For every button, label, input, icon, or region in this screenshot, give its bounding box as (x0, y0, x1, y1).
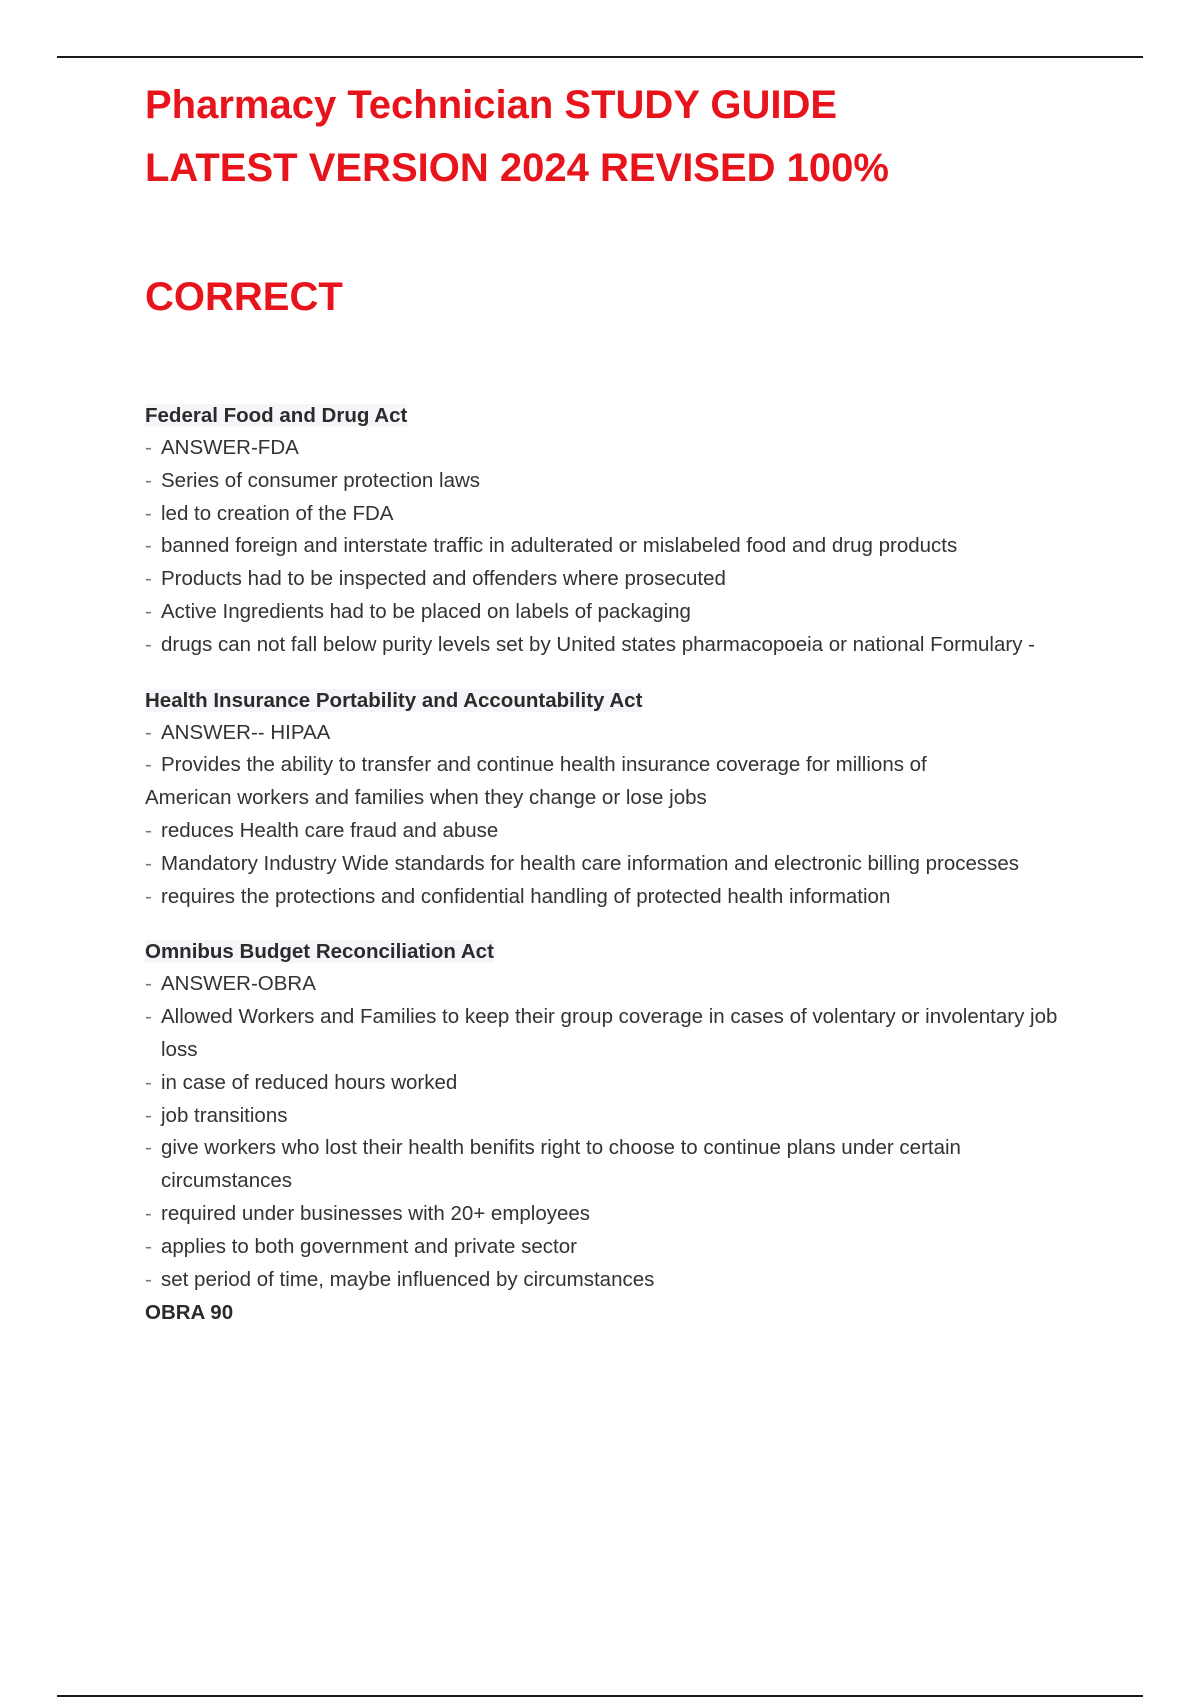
section-items (145, 968, 1070, 1296)
list-item: - Provides the ability to transfer and continue health insurance coverage for millions of (145, 753, 927, 777)
section-items (145, 717, 1070, 914)
list-item: - required under businesses with 20+ employees (145, 1201, 591, 1225)
section-fda (145, 399, 1070, 662)
list-item: - Allowed Workers and Families to keep their group coverage in cases of volentary or involentary job loss (145, 1005, 1058, 1061)
list-item: - banned foreign and interstate traffic in adulterated or mislabeled food and drug products (145, 534, 958, 558)
list-item: - Active Ingredients had to be placed on labels of packaging (145, 599, 691, 623)
top-rule (57, 56, 1143, 58)
list-item: - ANSWER-OBRA (145, 972, 316, 996)
list-item-continuation: American workers and families when they change or lose jobs (145, 786, 707, 810)
bottom-rule (57, 1695, 1143, 1697)
list-item: - reduces Health care fraud and abuse (145, 818, 499, 842)
list-item: - Mandatory Industry Wide standards for health care information and electronic billing processes (145, 851, 1020, 875)
list-item: - Series of consumer protection laws (145, 468, 481, 492)
list-item: - ANSWER-FDA (145, 436, 299, 459)
list-item: - ANSWER-- HIPAA (145, 720, 331, 744)
section-items (145, 432, 1070, 662)
section-obra (145, 935, 1070, 1329)
list-item: - led to creation of the FDA (145, 501, 394, 525)
list-item: - give workers who lost their health benifits right to choose to continue plans under certain circumstances (145, 1136, 961, 1193)
title-line-3: CORRECT (145, 275, 343, 319)
list-item: - Products had to be inspected and offenders where prosecuted (145, 567, 726, 591)
title-line-1: Pharmacy Technician STUDY GUIDE (145, 83, 838, 127)
document-body (145, 74, 1070, 1329)
title-line-2: LATEST VERSION 2024 REVISED 100% (145, 146, 889, 190)
section-heading: Health Insurance Portability and Accountability Act (145, 688, 643, 712)
list-item: - requires the protections and confidential handling of protected health information (145, 884, 891, 908)
document-title (145, 74, 1070, 329)
list-item: - applies to both government and private sector (145, 1234, 577, 1258)
trailing-heading: OBRA 90 (145, 1301, 234, 1325)
list-item: - job transitions (145, 1103, 288, 1127)
list-item: - set period of time, maybe influenced by circumstances (145, 1267, 655, 1291)
section-heading: Omnibus Budget Reconciliation Act (145, 940, 494, 964)
list-item: - in case of reduced hours worked (145, 1070, 458, 1094)
section-heading: Federal Food and Drug Act (145, 404, 408, 427)
section-hipaa (145, 684, 1070, 914)
list-item: - drugs can not fall below purity levels set by United states pharmacopoeia or national Formulary - (145, 632, 1035, 656)
